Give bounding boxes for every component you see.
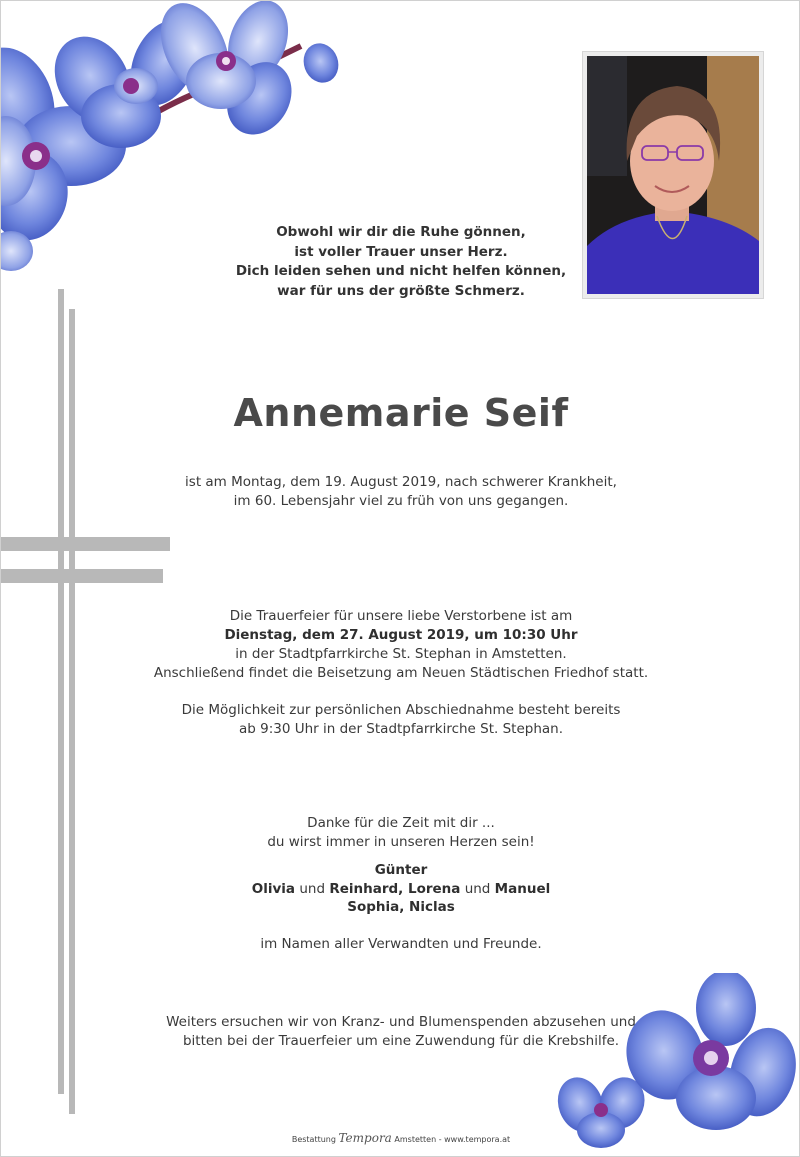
funeral-home-logo: Tempora — [338, 1131, 392, 1145]
footer — [1, 1131, 800, 1145]
poem-line: war für uns der größte Schmerz. — [277, 282, 525, 299]
poem-line: ist voller Trauer unser Herz. — [294, 243, 508, 260]
death-notice — [101, 473, 701, 511]
ceremony-line: in der Stadtpfarrkirche St. Stephan in Amstetten. — [235, 646, 567, 662]
death-notice-line: im 60. Lebensjahr viel zu früh von uns gegangen. — [233, 493, 569, 509]
donation-line: bitten bei der Trauerfeier um eine Zuwendung für die Krebshilfe. — [182, 1033, 620, 1049]
farewell-info — [101, 701, 701, 739]
mourner-name: Olivia — [251, 880, 296, 897]
mourners-list — [101, 861, 701, 917]
burial-line: Anschließend findet die Beisetzung am Neuen Städtischen Friedhof statt. — [153, 665, 649, 681]
mourners-line — [101, 880, 701, 899]
mourner-name: Manuel — [494, 880, 551, 897]
poem-line: Dich leiden sehen und nicht helfen können, — [235, 263, 567, 279]
ceremony-date: Dienstag, dem 27. August 2019, um 10:30 Uhr — [224, 627, 578, 643]
footer-prefix: Bestattung — [291, 1135, 336, 1144]
mourner-name: Sophia, Niclas — [347, 899, 455, 915]
ceremony-info — [101, 607, 701, 683]
poem — [201, 223, 601, 301]
conjunction: und — [464, 880, 491, 897]
farewell-line: ab 9:30 Uhr in der Stadtpfarrkirche St. Stephan. — [238, 721, 564, 737]
portrait-photo — [587, 56, 759, 294]
thanks-message — [101, 814, 701, 852]
footer-contact[interactable]: Amstetten - www.tempora.at — [394, 1135, 511, 1144]
conjunction: und — [299, 880, 326, 897]
mourner-name: Günter — [374, 862, 428, 878]
relatives-line: im Namen aller Verwandten und Freunde. — [260, 936, 542, 952]
donation-line: Weiters ersuchen wir von Kranz- und Blumenspenden abzusehen und — [166, 1014, 636, 1030]
orchid-flowers-bottom-right — [556, 973, 796, 1153]
portrait-frame — [582, 51, 764, 299]
death-notice-line: ist am Montag, dem 19. August 2019, nach schwerer Krankheit, — [185, 474, 617, 490]
thanks-line: Danke für die Zeit mit dir ... — [307, 815, 495, 831]
deceased-name: Annemarie Seif — [233, 391, 569, 435]
farewell-line: Die Möglichkeit zur persönlichen Abschiednahme besteht bereits — [181, 702, 621, 718]
poem-line: Obwohl wir dir die Ruhe gönnen, — [276, 224, 526, 240]
ceremony-line: Die Trauerfeier für unsere liebe Verstorbene ist am — [229, 608, 573, 624]
mourner-name: Reinhard, Lorena — [329, 880, 461, 897]
thanks-line: du wirst immer in unseren Herzen sein! — [267, 834, 535, 850]
